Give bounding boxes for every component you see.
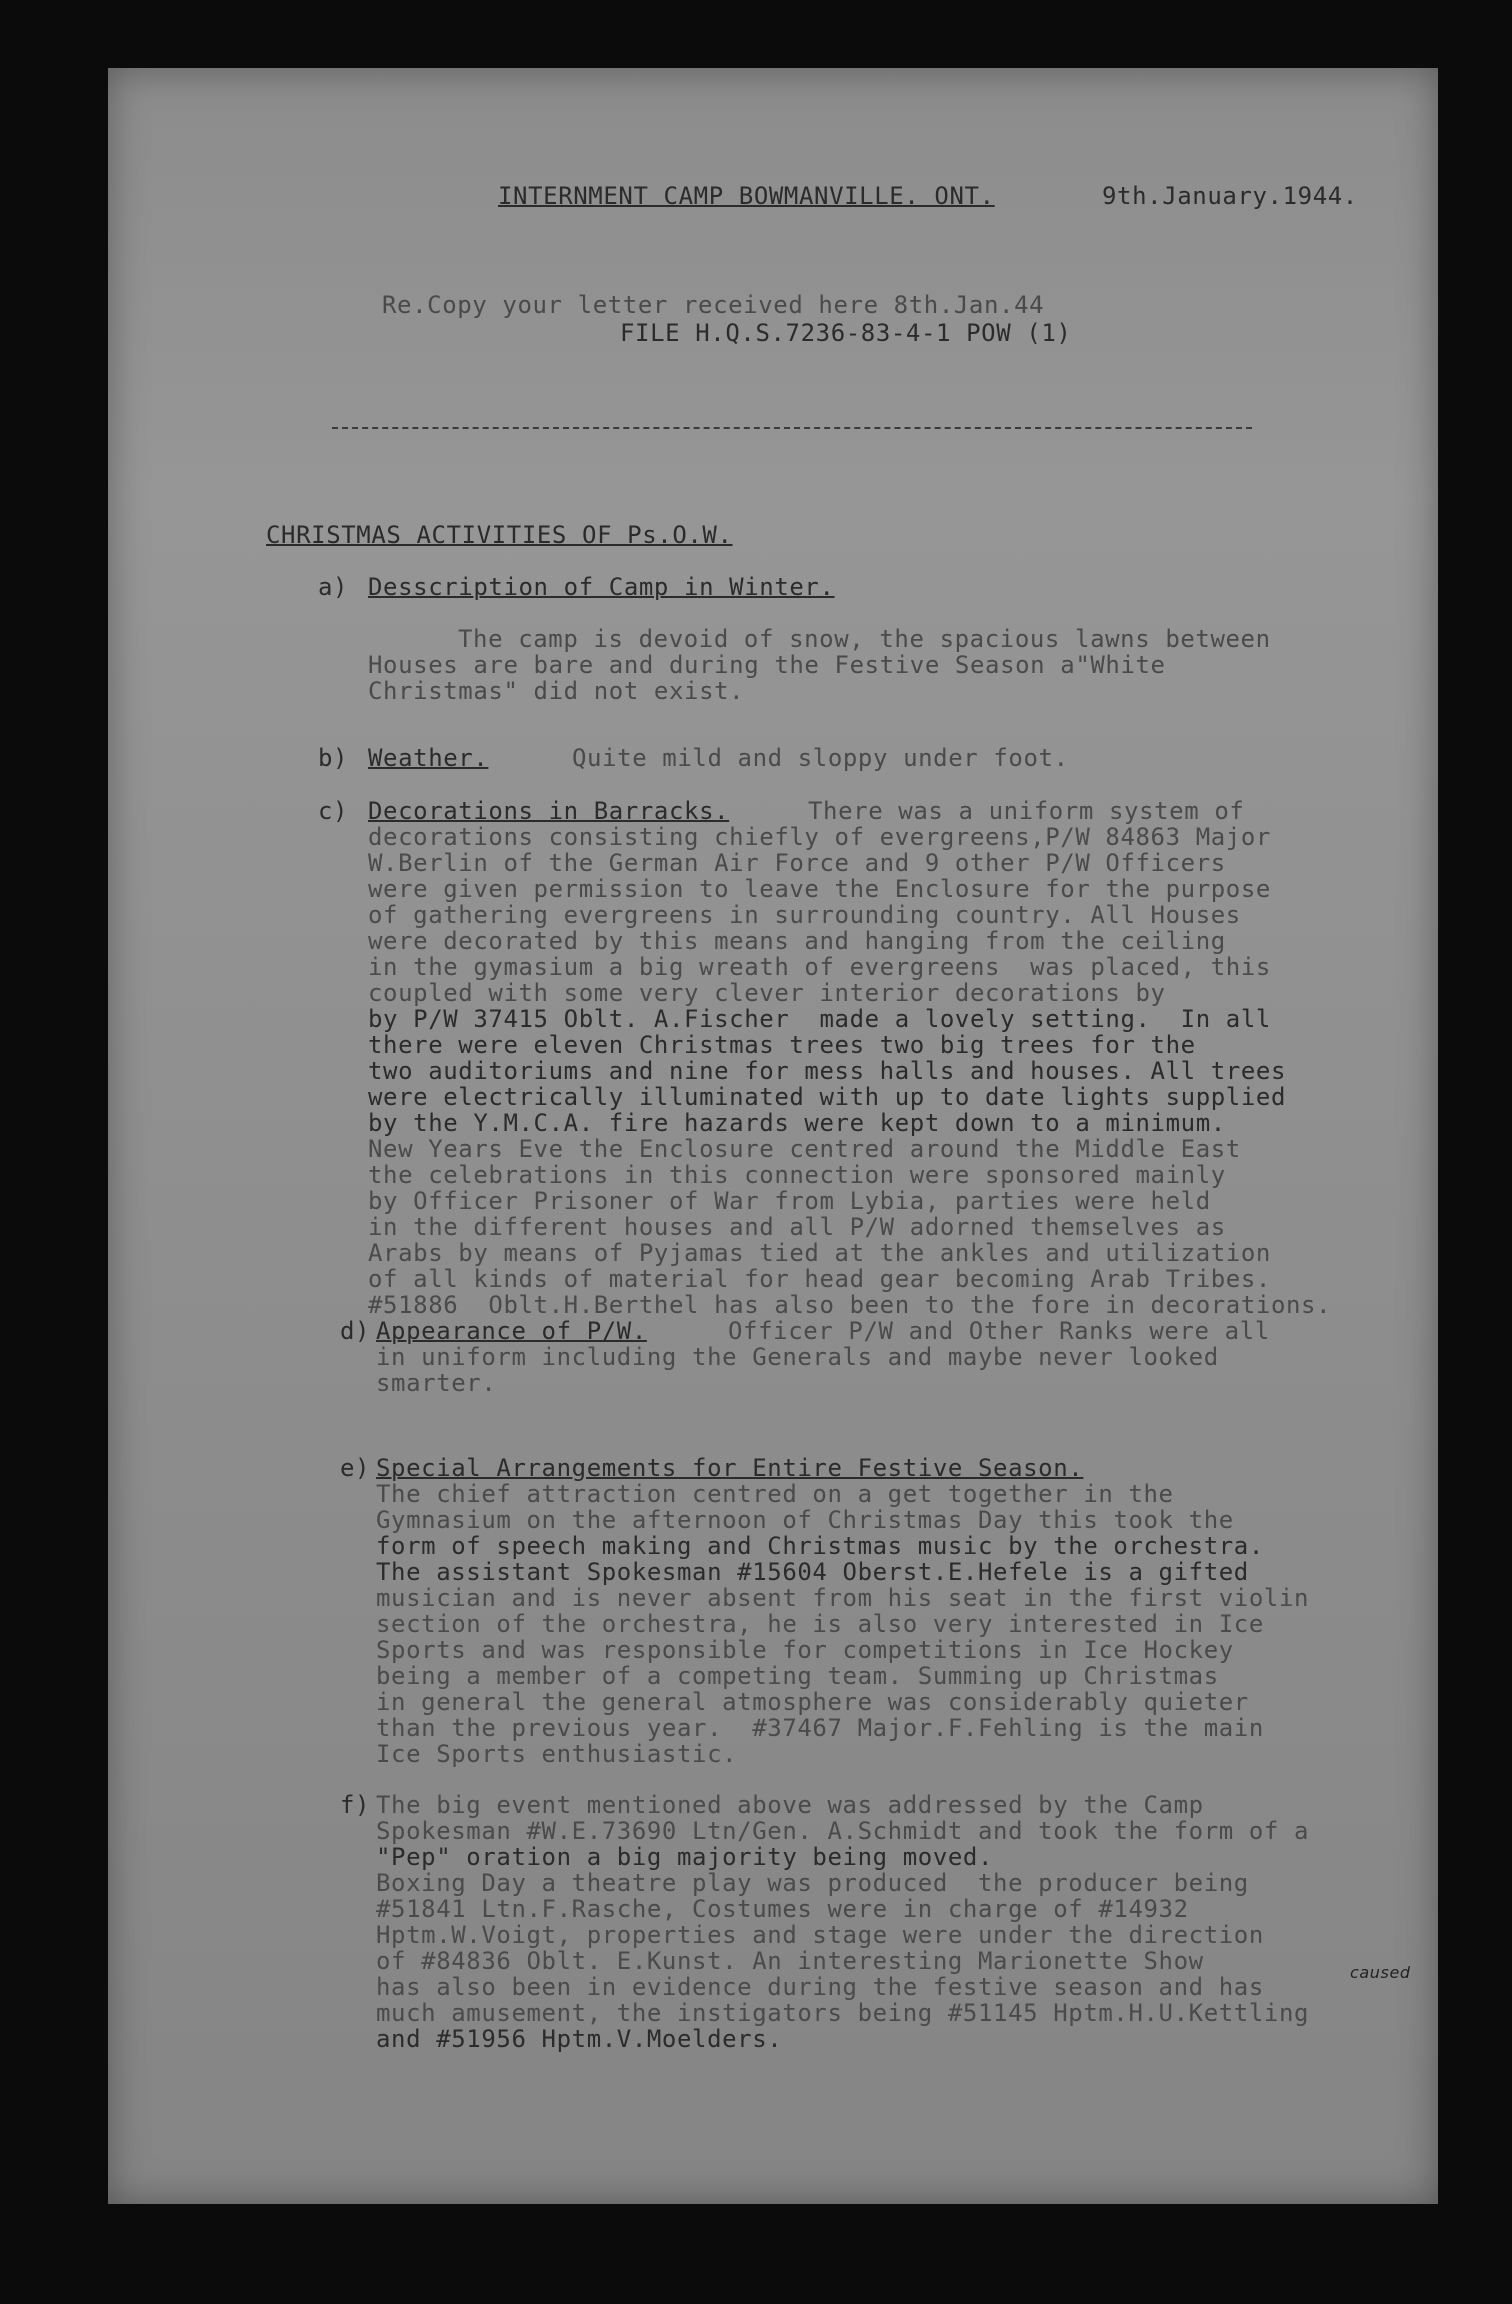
section-d-line: smarter. [376,1369,497,1397]
section-e-line: Sports and was responsible for competitions in Ice Hockey [376,1636,1234,1664]
section-d-first-line: Officer P/W and Other Ranks were all [728,1317,1270,1345]
section-f-line: #51841 Ltn.F.Rasche, Costumes were in charge of #14932 [376,1895,1189,1923]
document-title: CHRISTMAS ACTIVITIES OF Ps.O.W. [266,521,733,549]
handwritten-insertion: caused [1350,1963,1411,1982]
section-c-line: of gathering evergreens in surrounding country. All Houses [368,901,1241,929]
section-a-line: Houses are bare and during the Festive Season a"White [368,651,1166,679]
section-c-line: two auditoriums and nine for mess halls and houses. All trees [368,1057,1287,1085]
section-d-line: in uniform including the Generals and maybe never looked [376,1343,1219,1371]
section-b-text: Quite mild and sloppy under foot. [572,744,1069,772]
header-date: 9th.January.1944. [1102,182,1358,210]
section-f-line: "Pep" oration a big majority being moved. [376,1843,994,1871]
section-f-line: Boxing Day a theatre play was produced the producer being [376,1869,1249,1897]
section-c-line: New Years Eve the Enclosure centred around the Middle East [368,1135,1241,1163]
section-b-heading: Weather. [368,744,489,772]
section-e-line: than the previous year. #37467 Major.F.Fehling is the main [376,1714,1264,1742]
section-e-line: musician and is never absent from his seat in the first violin [376,1584,1310,1612]
section-c-heading: Decorations in Barracks. [368,797,730,825]
section-f-marker: f) [340,1791,371,1819]
section-e-line: The chief attraction centred on a get together in the [376,1480,1174,1508]
section-c-line: W.Berlin of the German Air Force and 9 other P/W Officers [368,849,1226,877]
section-c-line: by Officer Prisoner of War from Lybia, parties were held [368,1187,1211,1215]
section-c-line: by P/W 37415 Oblt. A.Fischer made a lovely setting. In all [368,1005,1271,1033]
section-e-line: section of the orchestra, he is also very interested in Ice [376,1610,1264,1638]
section-d-heading: Appearance of P/W. [376,1317,647,1345]
section-f-line: and #51956 Hptm.V.Moelders. [376,2025,783,2053]
section-c-line: were given permission to leave the Enclosure for the purpose [368,875,1271,903]
section-a-line: Christmas" did not exist. [368,677,745,705]
header-location: INTERNMENT CAMP BOWMANVILLE. ONT. [498,182,995,210]
section-c-line: decorations consisting chiefly of evergreens,P/W 84863 Major [368,823,1271,851]
section-c-line: were electrically illuminated with up to date lights supplied [368,1083,1287,1111]
section-c-first-line: There was a uniform system of [808,797,1245,825]
section-f-line: much amusement, the instigators being #51145 Hptm.H.U.Kettling [376,1999,1310,2027]
section-c-line: in the different houses and all P/W adorned themselves as [368,1213,1226,1241]
section-f-line: has also been in evidence during the festive season and has [376,1973,1264,2001]
section-a-marker: a) [318,573,349,601]
section-c-line: there were eleven Christmas trees two big trees for the [368,1031,1196,1059]
section-e-line: Gymnasium on the afternoon of Christmas Day this took the [376,1506,1234,1534]
section-f-line: of #84836 Oblt. E.Kunst. An interesting Marionette Show [376,1947,1204,1975]
section-b-marker: b) [318,744,349,772]
section-c-line: in the gymasium a big wreath of evergreens was placed, this [368,953,1271,981]
section-c-marker: c) [318,797,349,825]
section-e-line: in general the general atmosphere was considerably quieter [376,1688,1249,1716]
section-c-line: coupled with some very clever interior decorations by [368,979,1166,1007]
section-c-line: by the Y.M.C.A. fire hazards were kept down to a minimum. [368,1109,1226,1137]
section-e-line: form of speech making and Christmas music by the orchestra. [376,1532,1264,1560]
section-f-first-line: The big event mentioned above was addressed by the Camp [376,1791,1204,1819]
section-c-line: #51886 Oblt.H.Berthel has also been to the fore in decorations. [368,1291,1332,1319]
section-e-line: being a member of a competing team. Summing up Christmas [376,1662,1219,1690]
section-e-heading: Special Arrangements for Entire Festive Season. [376,1454,1084,1482]
section-c-line: were decorated by this means and hanging from the ceiling [368,927,1226,955]
section-a-line: The camp is devoid of snow, the spacious lawns between [458,625,1271,653]
section-f-line: Hptm.W.Voigt, properties and stage were under the direction [376,1921,1264,1949]
reference-file-number: FILE H.Q.S.7236-83-4-1 POW (1) [620,319,1072,347]
section-d-marker: d) [340,1317,371,1345]
reference-line-1: Re.Copy your letter received here 8th.Jan.44 [382,291,1045,319]
section-e-line: The assistant Spokesman #15604 Oberst.E.Hefele is a gifted [376,1558,1249,1586]
section-c-line: of all kinds of material for head gear becoming Arab Tribes. [368,1265,1271,1293]
section-e-line: Ice Sports enthusiastic. [376,1740,738,1768]
section-c-line: Arabs by means of Pyjamas tied at the ankles and utilization [368,1239,1271,1267]
section-f-line: Spokesman #W.E.73690 Ltn/Gen. A.Schmidt and took the form of a [376,1817,1310,1845]
divider-rule [332,427,1252,429]
section-a-heading: Desscription of Camp in Winter. [368,573,835,601]
section-e-marker: e) [340,1454,371,1482]
section-c-line: the celebrations in this connection were sponsored mainly [368,1161,1226,1189]
